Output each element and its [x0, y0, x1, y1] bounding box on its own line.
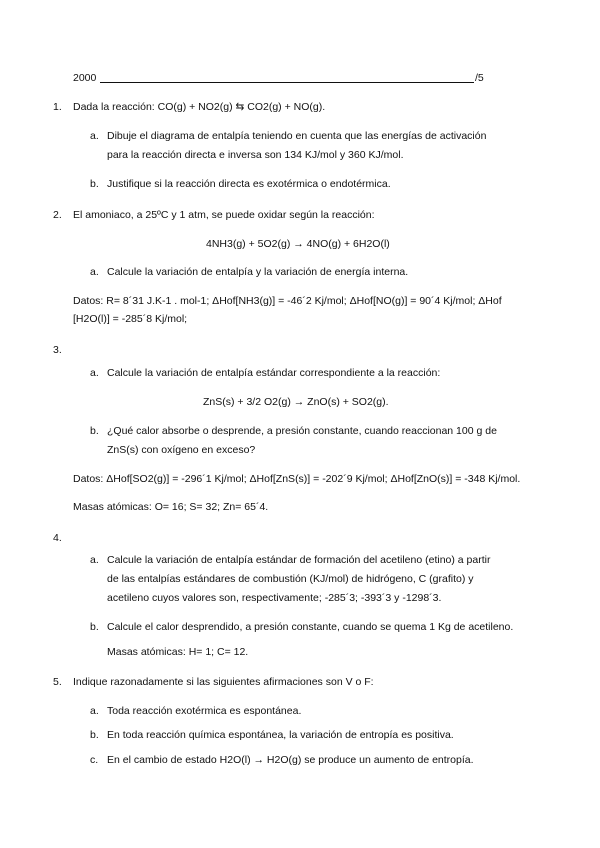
- q1-text: Dada la reacción: CO(g) + NO2(g) ⇆ CO2(g) + NO(g).: [73, 101, 326, 113]
- q4-a-line2: de las entalpías estándares de combustión (KJ/mol) de hidrógeno, C (grafito) y: [107, 573, 474, 585]
- q5-number: 5.: [53, 676, 62, 688]
- q1-b-text: Justifique si la reacción directa es exotérmica o endotérmica.: [107, 178, 391, 190]
- q4-a-line1: Calcule la variación de entalpía estándar de formación del acetileno (etino) a partir: [107, 554, 491, 566]
- q3-masas: Masas atómicas: O= 16; S= 32; Zn= 65´4.: [73, 501, 269, 513]
- q5-b-label: b.: [90, 729, 99, 741]
- header-year: 2000: [73, 72, 97, 84]
- q2-reaction: 4NH3(g) + 5O2(g) → 4NO(g) + 6H2O(l): [206, 238, 390, 250]
- q5-c-text: En el cambio de estado H2O(l) → H2O(g) se produce un aumento de entropía.: [107, 754, 474, 766]
- q1-number: 1.: [53, 101, 62, 113]
- q2-datos-line1: Datos: R= 8´31 J.K-1 . mol-1; ΔHof[NH3(g)] = -46´2 Kj/mol; ΔHof[NO(g)] = 90´4 Kj/mol; ΔHof: [73, 295, 502, 307]
- q3-b-line2: ZnS(s) con oxígeno en exceso?: [107, 444, 256, 456]
- q1-a-label: a.: [90, 130, 99, 142]
- q1-a-line2: para la reacción directa e inversa son 134 KJ/mol y 360 KJ/mol.: [107, 149, 404, 161]
- q3-reaction: ZnS(s) + 3/2 O2(g) → ZnO(s) + SO2(g).: [203, 396, 389, 408]
- q2-datos-line2: [H2O(l)] = -285´8 Kj/mol;: [73, 313, 188, 325]
- q1-a-line1: Dibuje el diagrama de entalpía teniendo en cuenta que las energías de activación: [107, 130, 487, 142]
- q2-number: 2.: [53, 209, 62, 221]
- q2-text: El amoniaco, a 25ºC y 1 atm, se puede oxidar según la reacción:: [73, 209, 375, 221]
- q3-number: 3.: [53, 344, 62, 356]
- q4-b-text: Calcule el calor desprendido, a presión constante, cuando se quema 1 Kg de acetileno.: [107, 621, 514, 633]
- q4-number: 4.: [53, 532, 62, 544]
- q3-a-label: a.: [90, 367, 99, 379]
- q5-b-text: En toda reacción química espontánea, la variación de entropía es positiva.: [107, 729, 454, 741]
- q3-b-line1: ¿Qué calor absorbe o desprende, a presión constante, cuando reaccionan 100 g de: [107, 425, 497, 437]
- q4-b-label: b.: [90, 621, 99, 633]
- header-page: /5: [475, 72, 484, 84]
- q4-masas: Masas atómicas: H= 1; C= 12.: [107, 646, 249, 658]
- q3-a-text: Calcule la variación de entalpía estándar correspondiente a la reacción:: [107, 367, 441, 379]
- q3-datos: Datos: ΔHof[SO2(g)] = -296´1 Kj/mol; ΔHof[ZnS(s)] = -202´9 Kj/mol; ΔHof[ZnO(s)] = -348 Kj/mol.: [73, 473, 521, 485]
- q5-c-label: c.: [90, 754, 99, 766]
- q5-text: Indique razonadamente si las siguientes afirmaciones son V o F:: [73, 676, 374, 688]
- q1-b-label: b.: [90, 178, 99, 190]
- q5-a-label: a.: [90, 705, 99, 717]
- q2-a-label: a.: [90, 266, 99, 278]
- q4-a-line3: acetileno cuyos valores son, respectivamente; -285´3; -393´3 y -1298´3.: [107, 592, 442, 604]
- q5-a-text: Toda reacción exotérmica es espontánea.: [107, 705, 302, 717]
- header-rule: [100, 82, 474, 83]
- q2-a-text: Calcule la variación de entalpía y la variación de energía interna.: [107, 266, 409, 278]
- q4-a-label: a.: [90, 554, 99, 566]
- q3-b-label: b.: [90, 425, 99, 437]
